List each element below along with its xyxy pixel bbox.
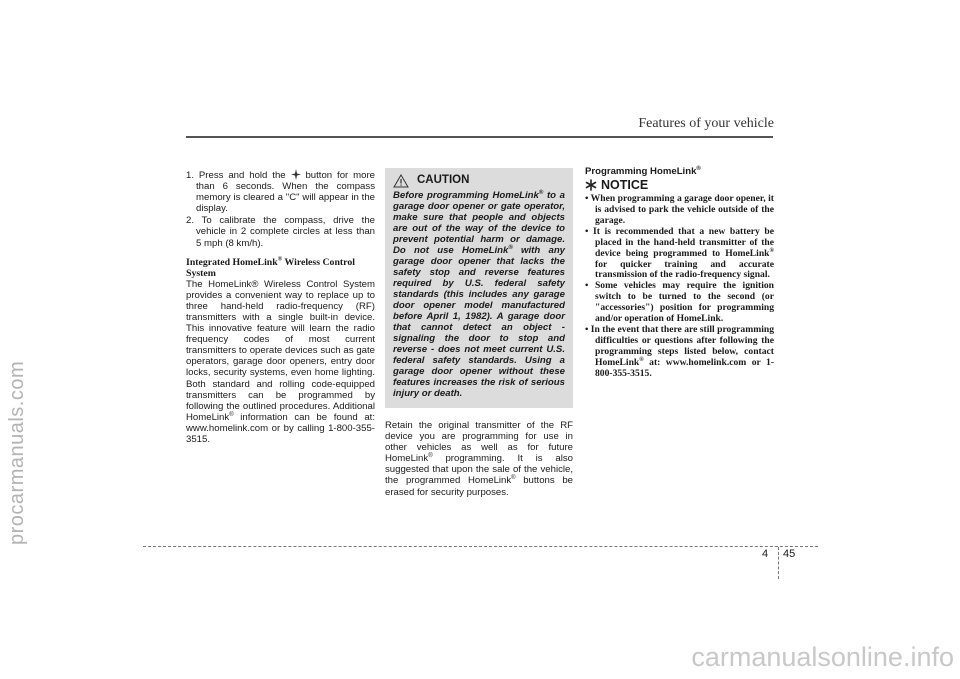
compass-button-icon: [291, 169, 301, 180]
caution-header: [393, 174, 565, 188]
notice-item: • When programming a garage door opener, it is advised to park the vehicle outside of the garage.: [585, 193, 774, 226]
middle-column: [385, 168, 573, 498]
running-header-title: Features of your vehicle: [638, 116, 774, 131]
step-2: 2. To calibrate the compass, drive the vehicle in 2 complete circles at less than 5 mph (8 km/h).: [186, 215, 375, 249]
footer-divider: [778, 547, 779, 579]
caution-box: [385, 168, 573, 408]
side-watermark: [4, 115, 34, 545]
notice-item: • It is recommended that a new battery be placed in the hand-held transmitter of the device being programmed to HomeLink® for quicker training and accurate transmission of the radio-frequency signal.: [585, 225, 774, 281]
header-rule: [186, 136, 773, 138]
section-heading: Integrated HomeLink® Wireless Control System: [186, 256, 355, 279]
notice-item: • In the event that there are still programming difficulties or questions after following the programming steps listed below, contact HomeLink® at: www.homelink.com or 1-800-355-3515.: [585, 323, 774, 379]
notice-header: [585, 179, 774, 191]
warning-triangle-icon: [393, 174, 409, 188]
notice-asterisk-icon: [585, 179, 597, 191]
side-watermark-text: procarmanuals.com: [6, 360, 28, 545]
section-number: 4: [762, 548, 769, 560]
homelink-description: The HomeLink® Wireless Control System provides a convenient way to replace up to three hand-held radio-frequency (RF) transmitters with a single built-in device. This innovative feature will learn the radio frequency codes of most current transmitters to operate devices such as gate operators, garage door openers, entry door locks, security systems, even home lighting. Both standard and rolling code-equipped transmitters can be programmed by following the outlined procedures. Additional HomeLink® information can be found at: www.homelink.com or by calling 1-800-355-3515.: [186, 278, 375, 445]
notice-item: • Some vehicles may require the ignition switch to be turned to the second (or "accessories") position for programming and/or operation of HomeLink.: [585, 280, 774, 325]
footer-rule: [143, 546, 818, 547]
page-number: 45: [783, 548, 796, 560]
notice-list: [585, 194, 774, 379]
right-column: [585, 166, 774, 380]
bottom-watermark: carmanualsonline.info: [691, 642, 954, 672]
caution-title: CAUTION: [417, 174, 470, 187]
step-1: 1. Press and hold the button for more than 6 seconds. When the compass memory is cleared a "C" will appear in the display.: [186, 170, 375, 215]
caution-text: Before programming HomeLink® to a garage door opener or gate operator, make sure that people and objects are out of the way of the device to prevent potential harm or damage. Do not use HomeLink® with any garage door opener that lacks the safety stop and reverse features required by U.S. federal safety standards (this includes any garage door opener model manufactured before April 1, 1982). A garage door that cannot detect an object - signaling the door to stop and reverse - does not meet current U.S. federal safety standards. Using a garage door opener without these features increases the risk of serious injury or death.: [393, 189, 566, 399]
notice-title: NOTICE: [601, 177, 649, 192]
programming-heading: Programming HomeLink®: [585, 165, 701, 177]
retain-transmitter-paragraph: Retain the original transmitter of the RF device you are programming for use in other vehicles as well as for future HomeLink® programming. It is also suggested that upon the sale of the vehicle, the programmed HomeLink® buttons be erased for security purposes.: [385, 420, 573, 498]
left-column: [186, 169, 375, 445]
